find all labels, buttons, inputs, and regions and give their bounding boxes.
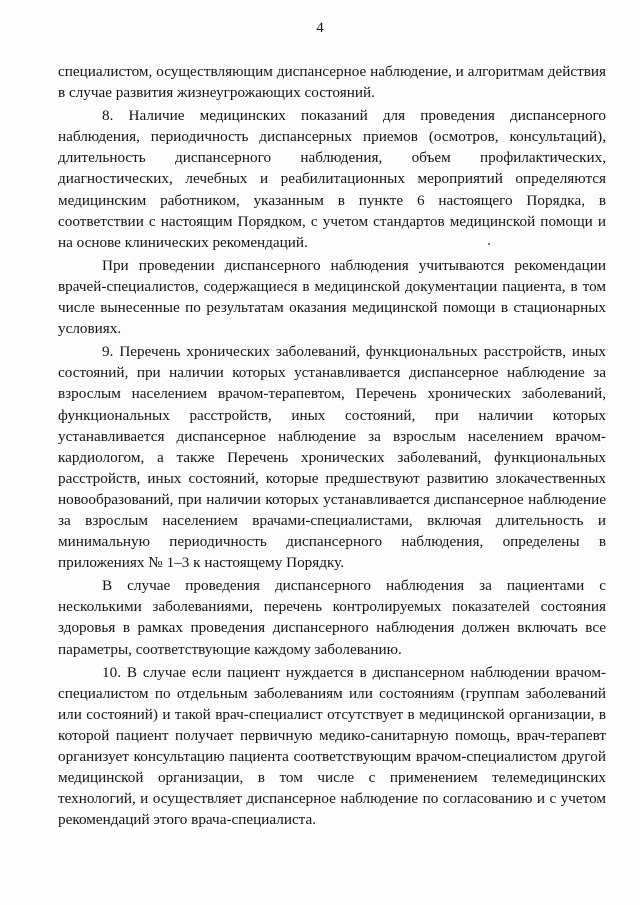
paragraph-continuation: специалистом, осуществляющим диспансерное наблюдение, и алгоритмам действия в случае развития жизнеугрожающих состояний. (58, 63, 606, 102)
paragraph-item-10: 10. В случае если пациент нуждается в диспансерном наблюдении врачом-специалистом по отдельным заболеваниям или состояниям (группам заболеваний или состояний) и такой врач-специалист отсутствует в медицинской организации, в которой пациент получает первичную медико-санитарную помощь, врач-терапевт организует консультацию пациента соответствующим врачом-специалистом другой медицинской организации, в том числе с применением телемедицинских технологий, и осуществляет диспансерное наблюдение по согласованию и с учетом рекомендаций этого врача-специалиста. (58, 663, 606, 829)
paragraph-item-9: 9. Перечень хронических заболеваний, функциональных расстройств, иных состояний, при наличии которых устанавливается диспансерное наблюдение за взрослым населением врачом-терапевтом, Перечень хронических заболеваний, функциональных расстройств, иных состояний, при наличии которых устанавливается диспансерное наблюдение за взрослым населением врачом-кардиологом, а также Перечень хронических заболеваний, функциональных расстройств, иных состояний, которые предшествуют развитию злокачественных новообразований, при наличии которых устанавливается диспансерное наблюдение за взрослым населением врачами-специалистами, включая длительность и минимальную периодичность диспансерного наблюдения, определены в приложениях № 1–3 к настоящему Порядку. (58, 343, 606, 572)
paragraph-item-8-note: При проведении диспансерного наблюдения учитываются рекомендации врачей-специалистов, содержащиеся в медицинской документации пациента, в том числе вынесенные по результатам оказания медицинской помощи в стационарных условиях. (58, 256, 606, 338)
paragraph-item-8: 8. Наличие медицинских показаний для проведения диспансерного наблюдения, периодичность диспансерных приемов (осмотров, консультаций), длительность диспансерного наблюдения, объем профилактических, диагностических, лечебных и реабилитационных мероприятий определяются медицинским работником, указанным в пункте 6 настоящего Порядка, в соответствии с настоящим Порядком, с учетом стандартов медицинской помощи и на основе клинических рекомендаций. (58, 107, 606, 251)
document-body (58, 61, 606, 832)
page-number: 4 (316, 20, 324, 36)
paragraph-item-9-note: В случае проведения диспансерного наблюдения за пациентами с несколькими заболеваниями, перечень контролируемых показателей состояния здоровья в рамках проведения диспансерного наблюдения должен включать все параметры, соответствующие каждому заболеванию. (58, 577, 606, 658)
scan-speck (488, 243, 490, 245)
